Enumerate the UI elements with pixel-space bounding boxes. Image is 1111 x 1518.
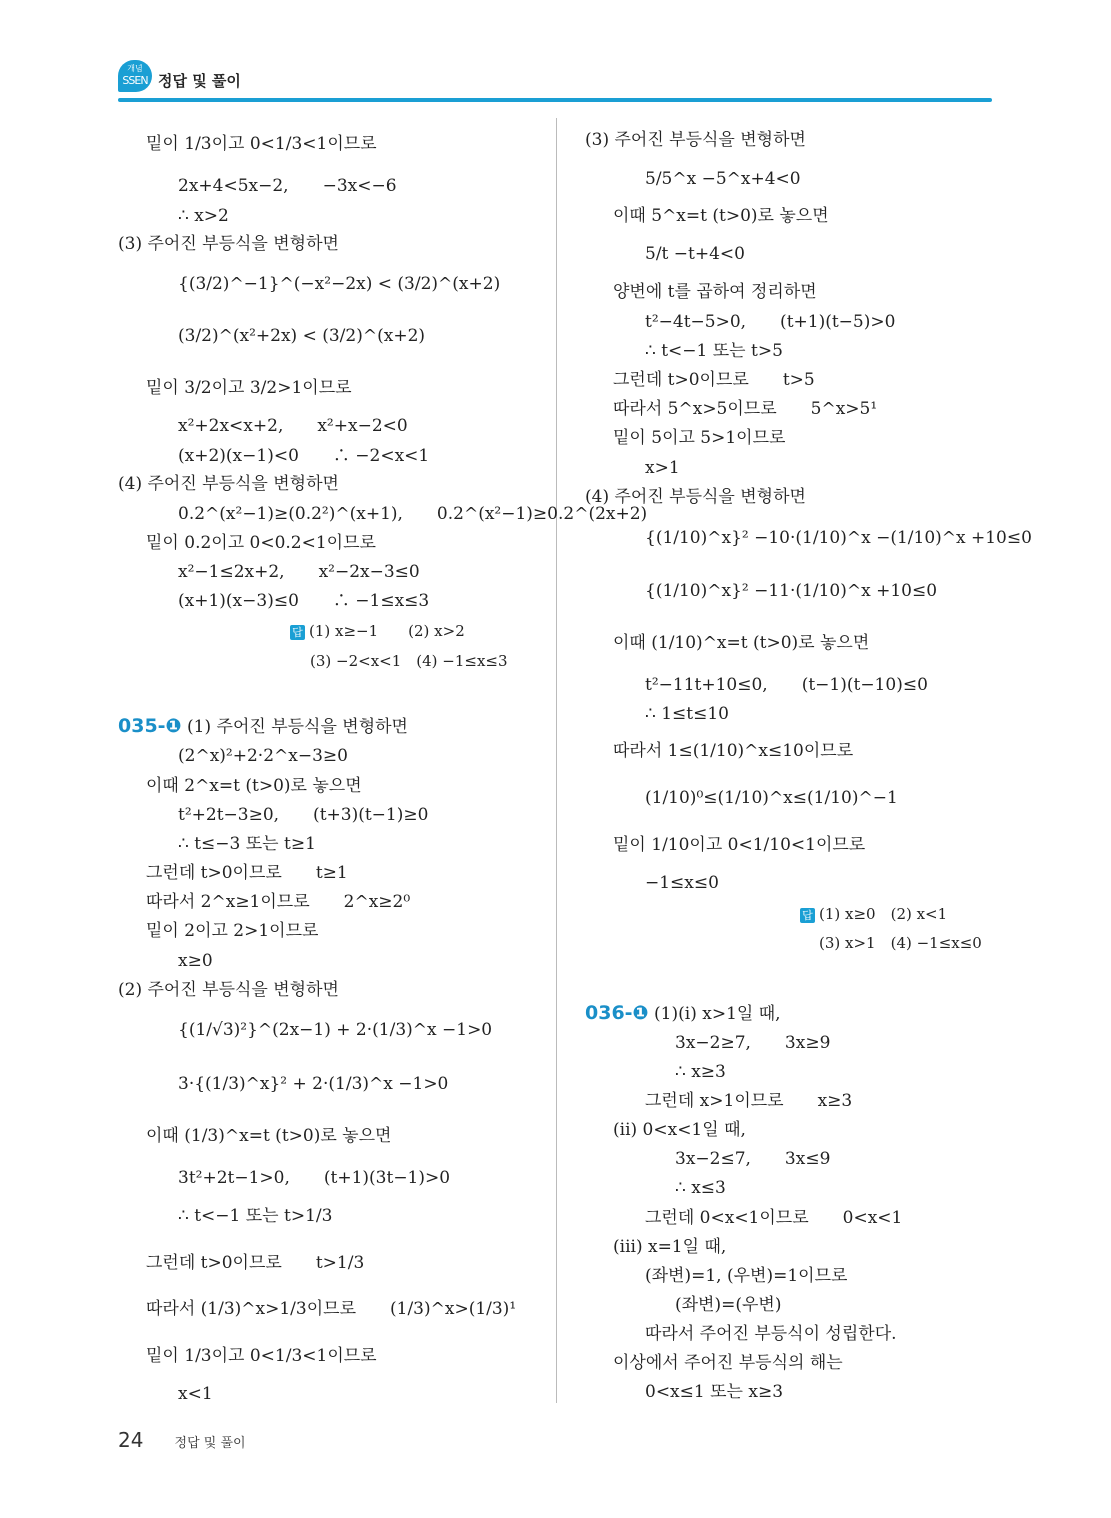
math-line: 5/t −t+4<0 <box>645 244 745 264</box>
math-line: x<1 <box>178 1384 213 1404</box>
solution-line: (좌변)=1, (우변)=1이므로 <box>645 1266 848 1286</box>
footer-title: 정답 및 풀이 <box>174 1436 246 1451</box>
math-line: (x+1)(x−3)≤0 ∴ −1≤x≤3 <box>178 591 430 611</box>
math-line: x²−1≤2x+2, x²−2x−3≤0 <box>178 562 420 582</box>
math-line: −1≤x≤0 <box>645 873 719 893</box>
math-line: t²+2t−3≥0, (t+3)(t−1)≥0 <box>178 805 429 825</box>
solution-line: 그런데 t>0이므로 t≥1 <box>146 863 348 883</box>
math-line: {(1/10)^x}² −11·(1/10)^x +10≤0 <box>645 581 938 601</box>
math-line: ∴ t<−1 또는 t>1/3 <box>178 1206 333 1226</box>
math-line: 3x−2≥7, 3x≥9 <box>675 1033 831 1053</box>
math-line: 3x−2≤7, 3x≤9 <box>675 1149 831 1169</box>
solution-line: (iii) x=1일 때, <box>613 1237 727 1257</box>
solution-line: (4) 주어진 부등식을 변형하면 <box>118 474 339 494</box>
solution-line: 2x+4<5x−2, −3x<−6 <box>178 176 397 196</box>
solution-line: 양변에 t를 곱하여 정리하면 <box>613 282 817 302</box>
header-rule <box>118 98 992 102</box>
solution-line: 밑이 1/3이고 0<1/3<1이므로 <box>146 134 377 154</box>
math-line: ∴ t≤−3 또는 t≥1 <box>178 834 316 854</box>
math-line: x≥0 <box>178 951 213 971</box>
solution-line: 이때 5^x=t (t>0)로 놓으면 <box>613 206 829 226</box>
answer-badge-icon: 답 <box>800 908 815 923</box>
answer-line: (3) −2<x<1 (4) −1≤x≤3 <box>310 652 508 670</box>
solution-line: 따라서 1≤(1/10)^x≤10이므로 <box>613 741 854 761</box>
answer-line: (3) x>1 (4) −1≤x≤0 <box>819 934 982 952</box>
solution-line: 그런데 0<x<1이므로 0<x<1 <box>645 1208 903 1228</box>
math-line: {(1/√3)²}^(2x−1) + 2·(1/3)^x −1>0 <box>178 1020 493 1040</box>
math-line: x>1 <box>645 458 680 478</box>
solution-line: 따라서 2^x≥1이므로 2^x≥2⁰ <box>146 892 411 912</box>
math-line: 0.2^(x²−1)≥(0.2²)^(x+1), 0.2^(x²−1)≥0.2^(2x+2) <box>178 504 648 524</box>
answer-text: (1) x≥0 (2) x<1 <box>819 905 948 923</box>
math-line: 5/5^x −5^x+4<0 <box>645 169 801 189</box>
math-line: (x+2)(x−1)<0 ∴ −2<x<1 <box>178 446 430 466</box>
logo-bottom-text: SSEN <box>122 74 148 87</box>
solution-line: 밑이 3/2이고 3/2>1이므로 <box>146 378 352 398</box>
page-footer <box>118 1428 246 1452</box>
solution-line: (1)(i) x>1일 때, <box>654 1004 781 1024</box>
solution-line: 따라서 (1/3)^x>1/3이므로 (1/3)^x>(1/3)¹ <box>146 1299 517 1319</box>
math-line: ∴ x≥3 <box>675 1062 726 1082</box>
math-line: x²+2x<x+2, x²+x−2<0 <box>178 416 408 436</box>
math-line: {(3/2)^−1}^(−x²−2x) < (3/2)^(x+2) <box>178 274 501 294</box>
solution-line: 밑이 1/10이고 0<1/10<1이므로 <box>613 835 866 855</box>
solution-line: (3) 주어진 부등식을 변형하면 <box>585 130 806 150</box>
header-title: 정답 및 풀이 <box>158 72 241 90</box>
problem-number: 035-❶ <box>118 715 182 737</box>
solution-line: 밑이 1/3이고 0<1/3<1이므로 <box>146 1346 377 1366</box>
solution-line: 밑이 2이고 2>1이므로 <box>146 921 319 941</box>
math-line: (1/10)⁰≤(1/10)^x≤(1/10)^−1 <box>645 788 898 808</box>
answer-badge-icon: 답 <box>290 625 305 640</box>
column-divider <box>556 118 557 1403</box>
answer-line <box>290 620 465 641</box>
math-line: (2^x)²+2·2^x−3≥0 <box>178 746 348 766</box>
math-line: ∴ t<−1 또는 t>5 <box>645 341 783 361</box>
solution-line: 이때 (1/3)^x=t (t>0)로 놓으면 <box>146 1126 392 1146</box>
solution-line: 밑이 0.2이고 0<0.2<1이므로 <box>146 533 376 553</box>
page-header <box>118 58 992 104</box>
solution-line: 이때 (1/10)^x=t (t>0)로 놓으면 <box>613 633 870 653</box>
solution-line: 이때 2^x=t (t>0)로 놓으면 <box>146 776 362 796</box>
solution-line: (3) 주어진 부등식을 변형하면 <box>118 234 339 254</box>
solution-line: 그런데 t>0이므로 t>1/3 <box>146 1253 365 1273</box>
answer-text: (1) x≥−1 (2) x>2 <box>309 622 465 640</box>
solution-line: 그런데 t>0이므로 t>5 <box>613 370 815 390</box>
problem-heading <box>585 1002 781 1025</box>
math-line: ∴ x≤3 <box>675 1178 726 1198</box>
page-number: 24 <box>118 1428 144 1452</box>
problem-number: 036-❶ <box>585 1002 649 1024</box>
ssen-logo <box>118 60 152 92</box>
solution-line: (1) 주어진 부등식을 변형하면 <box>187 717 408 737</box>
problem-heading <box>118 715 408 738</box>
math-line: {(1/10)^x}² −10·(1/10)^x −(1/10)^x +10≤0 <box>645 528 1032 548</box>
solution-line: ∴ x>2 <box>178 206 229 226</box>
math-line: (좌변)=(우변) <box>675 1295 782 1315</box>
solution-line: (ii) 0<x<1일 때, <box>613 1120 746 1140</box>
solution-line: 밑이 5이고 5>1이므로 <box>613 428 786 448</box>
solution-line: 이상에서 주어진 부등식의 해는 <box>613 1353 843 1373</box>
solution-line: (4) 주어진 부등식을 변형하면 <box>585 487 806 507</box>
solution-line: 그런데 x>1이므로 x≥3 <box>645 1091 853 1111</box>
math-line: 0<x≤1 또는 x≥3 <box>645 1382 784 1402</box>
math-line: t²−4t−5>0, (t+1)(t−5)>0 <box>645 312 896 332</box>
math-line: t²−11t+10≤0, (t−1)(t−10)≤0 <box>645 675 928 695</box>
math-line: 3·{(1/3)^x}² + 2·(1/3)^x −1>0 <box>178 1074 449 1094</box>
math-line: 3t²+2t−1>0, (t+1)(3t−1)>0 <box>178 1168 451 1188</box>
solution-line: (2) 주어진 부등식을 변형하면 <box>118 980 339 1000</box>
math-line: (3/2)^(x²+2x) < (3/2)^(x+2) <box>178 326 426 346</box>
answer-line <box>800 903 947 924</box>
logo-top-text: 개념 <box>127 64 143 73</box>
solution-line: 따라서 5^x>5이므로 5^x>5¹ <box>613 399 878 419</box>
solution-line: 따라서 주어진 부등식이 성립한다. <box>645 1324 897 1344</box>
math-line: ∴ 1≤t≤10 <box>645 704 729 724</box>
